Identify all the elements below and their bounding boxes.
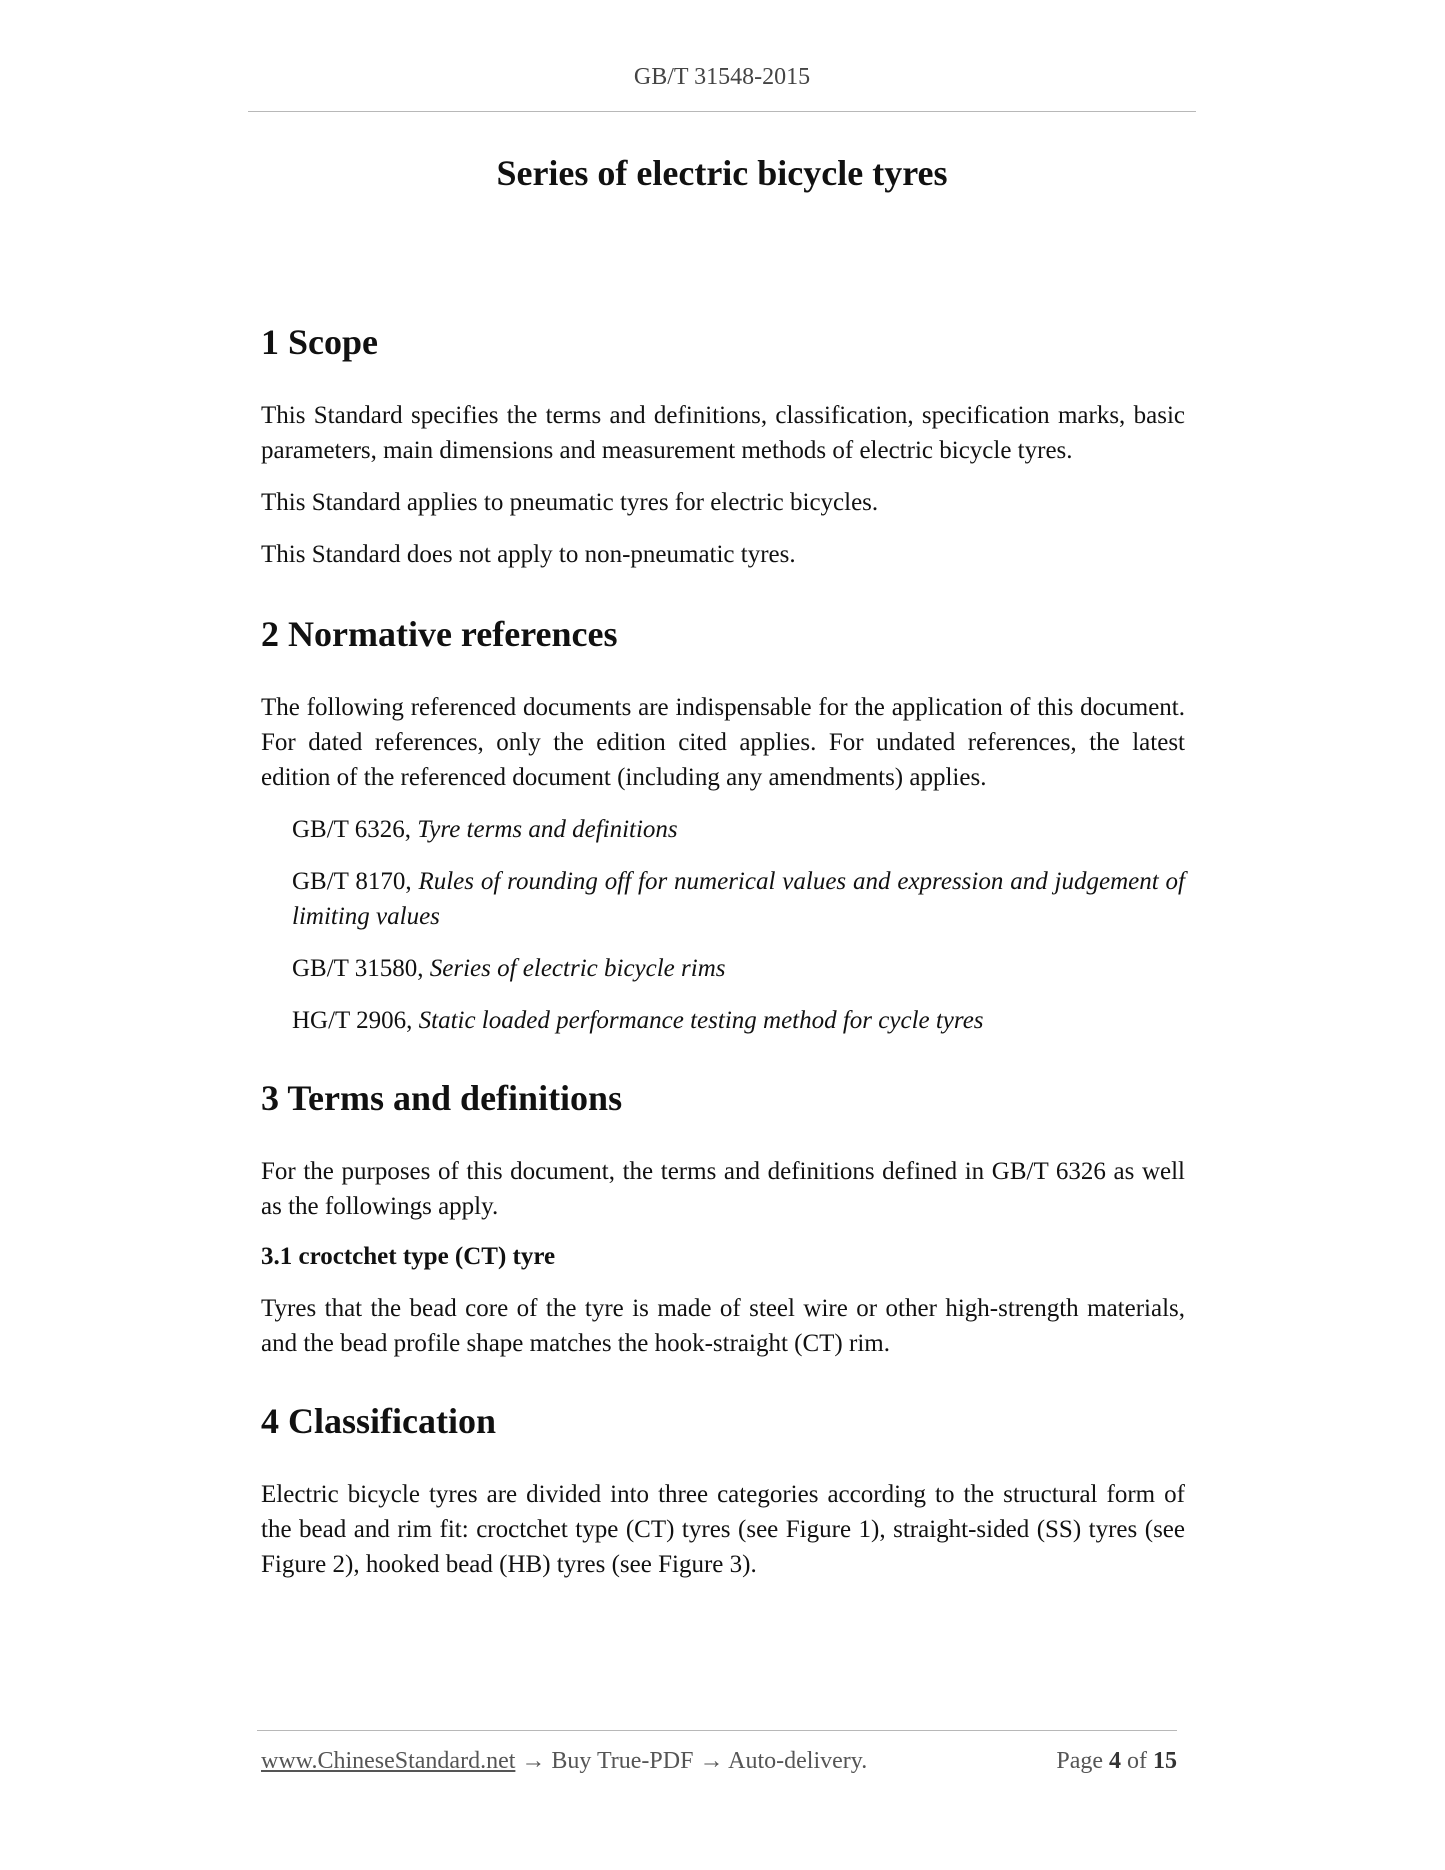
reference-code: GB/T 31580,: [292, 955, 424, 982]
reference-code: HG/T 2906,: [292, 1007, 413, 1034]
reference-title: Tyre terms and definitions: [417, 816, 678, 843]
section-heading-classification: 4 Classification: [261, 1401, 497, 1441]
reference-item: [292, 864, 1185, 934]
page-indicator: [1056, 1748, 1177, 1775]
section-heading-scope: 1 Scope: [261, 322, 378, 362]
auto-delivery-text: Auto-delivery.: [728, 1748, 868, 1774]
term-definition-ct-tyre: Tyres that the bead core of the tyre is made of steel wire or other high-strength materials, and the bead profile shape matches the hook-straight (CT) rim.: [261, 1295, 1185, 1357]
reference-code: GB/T 6326,: [292, 816, 411, 843]
scope-paragraph-2: This Standard applies to pneumatic tyres for electric bicycles.: [261, 489, 879, 516]
website-link[interactable]: www.ChineseStandard.net: [261, 1748, 516, 1774]
section-scope: [261, 320, 1185, 572]
terms-intro: For the purposes of this document, the terms and definitions defined in GB/T 6326 as well as the followings apply.: [261, 1158, 1185, 1220]
reference-title: Static loaded performance testing method for cycle tyres: [418, 1007, 984, 1034]
page-total: 15: [1153, 1748, 1177, 1774]
reference-item: [292, 1003, 1185, 1038]
section-heading-terms: 3 Terms and definitions: [261, 1078, 623, 1118]
page-number: 4: [1109, 1748, 1121, 1774]
document-body: [261, 320, 1185, 1582]
reference-title: Series of electric bicycle rims: [429, 955, 726, 982]
document-title: Series of electric bicycle tyres: [496, 153, 948, 193]
header-divider: [248, 111, 1196, 112]
section-classification: [261, 1399, 1185, 1582]
section-terms-and-definitions: [261, 1076, 1185, 1361]
section-heading-normative-references: 2 Normative references: [261, 614, 618, 654]
footer-divider: [257, 1730, 1177, 1731]
header-doc-code: GB/T 31548-2015: [633, 64, 811, 90]
term-heading-ct-tyre: 3.1 croctchet type (CT) tyre: [261, 1243, 556, 1270]
arrow-icon: →: [699, 1748, 724, 1774]
normative-intro: The following referenced documents are indispensable for the application of this document. For dated references, only the edition cited applies. For undated references, the latest edition of the referenced document (including any amendments) applies.: [261, 694, 1185, 791]
reference-title: Rules of rounding off for numerical values and expression and judgement of limiting values: [292, 868, 1185, 930]
scope-paragraph-1: This Standard specifies the terms and definitions, classification, specification marks, basic parameters, main dimensions and measurement methods of electric bicycle tyres.: [261, 402, 1185, 464]
reference-item: [292, 951, 1185, 986]
reference-code: GB/T 8170,: [292, 868, 412, 895]
reference-item: [292, 812, 1185, 847]
buy-true-pdf-text: Buy True-PDF: [551, 1748, 694, 1774]
of-label: of: [1127, 1748, 1147, 1774]
footer-promo: [261, 1748, 867, 1775]
section-normative-references: [261, 612, 1185, 1038]
arrow-icon: →: [521, 1748, 546, 1774]
scope-paragraph-3: This Standard does not apply to non-pneumatic tyres.: [261, 541, 796, 568]
page-label: Page: [1056, 1748, 1103, 1774]
classification-paragraph: Electric bicycle tyres are divided into three categories according to the structural form of the bead and rim fit: croctchet type (CT) tyres (see Figure 1), straight-sided (SS) tyres (see Figure 2), hooked bead (HB) tyres (see Figure 3).: [261, 1481, 1185, 1578]
